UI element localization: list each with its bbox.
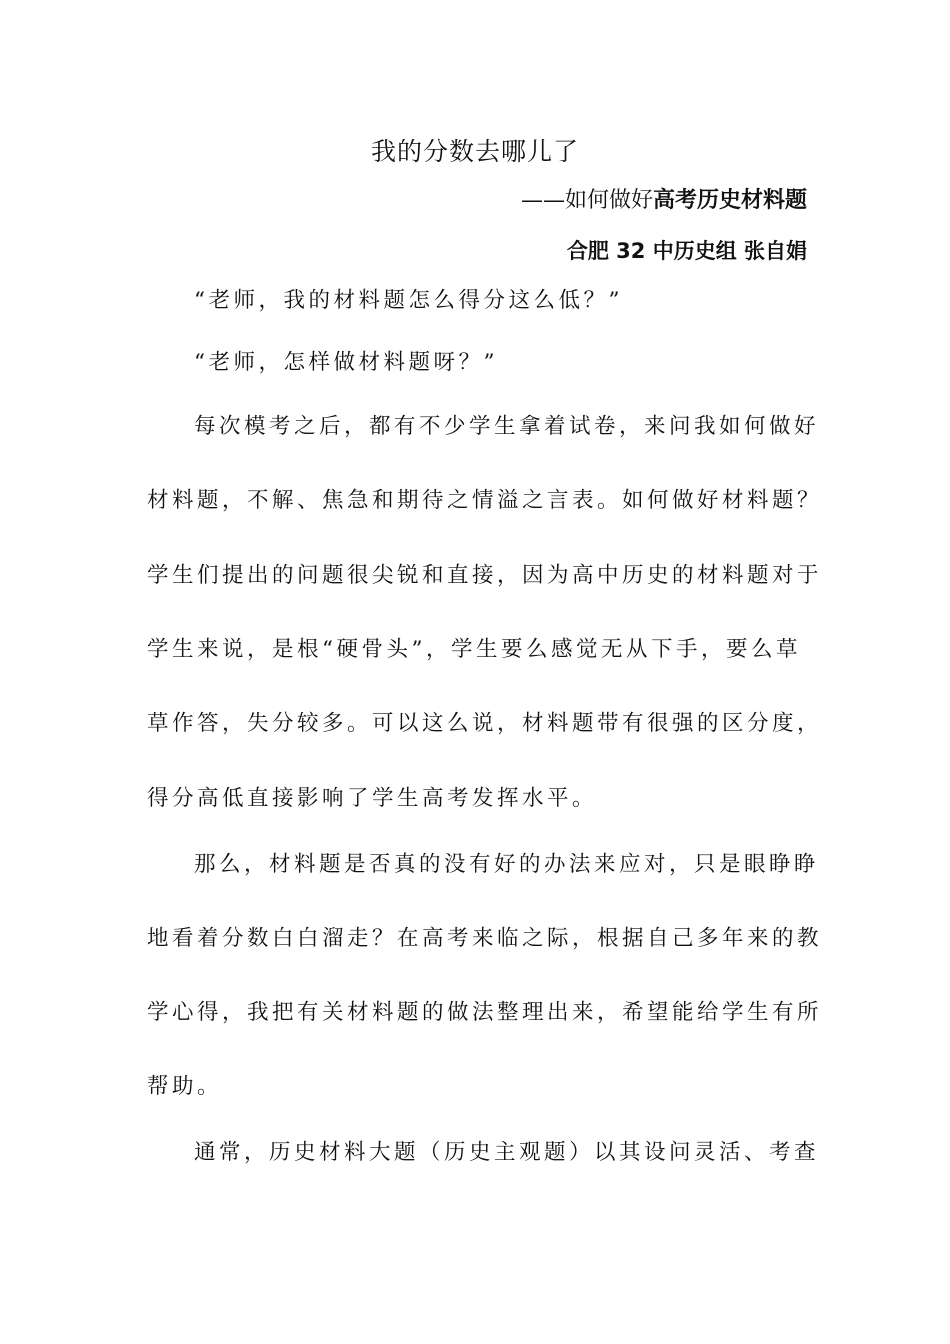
paragraph-2-line-1: 那么，材料题是否真的没有好的办法来应对，只是眼睁睁 (194, 852, 820, 877)
author-line: 合肥 32 中历史组 张自娟 (566, 239, 807, 263)
subtitle-dash: —— (520, 188, 565, 213)
document-title: 我的分数去哪儿了 (370, 137, 579, 166)
document-subtitle (521, 183, 807, 219)
paragraph-1-line-4: 学生来说，是根“硬骨头”，学生要么感觉无从下手，要么草 (147, 637, 801, 662)
paragraph-1-line-5: 草作答，失分较多。可以这么说，材料题带有很强的区分度， (147, 711, 823, 736)
quote-line-2: “老师，怎样做材料题呀？” (194, 350, 498, 375)
subtitle-emphasis: 高考历史材料题 (652, 188, 807, 213)
paragraph-2-line-4: 帮助。 (147, 1074, 223, 1099)
paragraph-3-line-1: 通常，历史材料大题（历史主观题）以其设问灵活、考查 (194, 1140, 820, 1165)
paragraph-2-line-3: 学心得，我把有关材料题的做法整理出来，希望能给学生有所 (147, 1000, 823, 1025)
paragraph-1-line-2: 材料题，不解、焦急和期待之情溢之言表。如何做好材料题？ (147, 488, 823, 513)
paragraph-2-line-2: 地看着分数白白溜走？在高考来临之际，根据自己多年来的教 (147, 926, 823, 951)
paragraph-1-line-3: 学生们提出的问题很尖锐和直接，因为高中历史的材料题对于 (147, 563, 823, 588)
quote-line-1: “老师，我的材料题怎么得分这么低？” (194, 288, 623, 313)
paragraph-1-line-1: 每次模考之后，都有不少学生拿着试卷，来问我如何做好 (194, 414, 820, 439)
subtitle-plain: 如何做好 (564, 188, 653, 213)
paragraph-1-line-6: 得分高低直接影响了学生高考发挥水平。 (147, 786, 598, 811)
